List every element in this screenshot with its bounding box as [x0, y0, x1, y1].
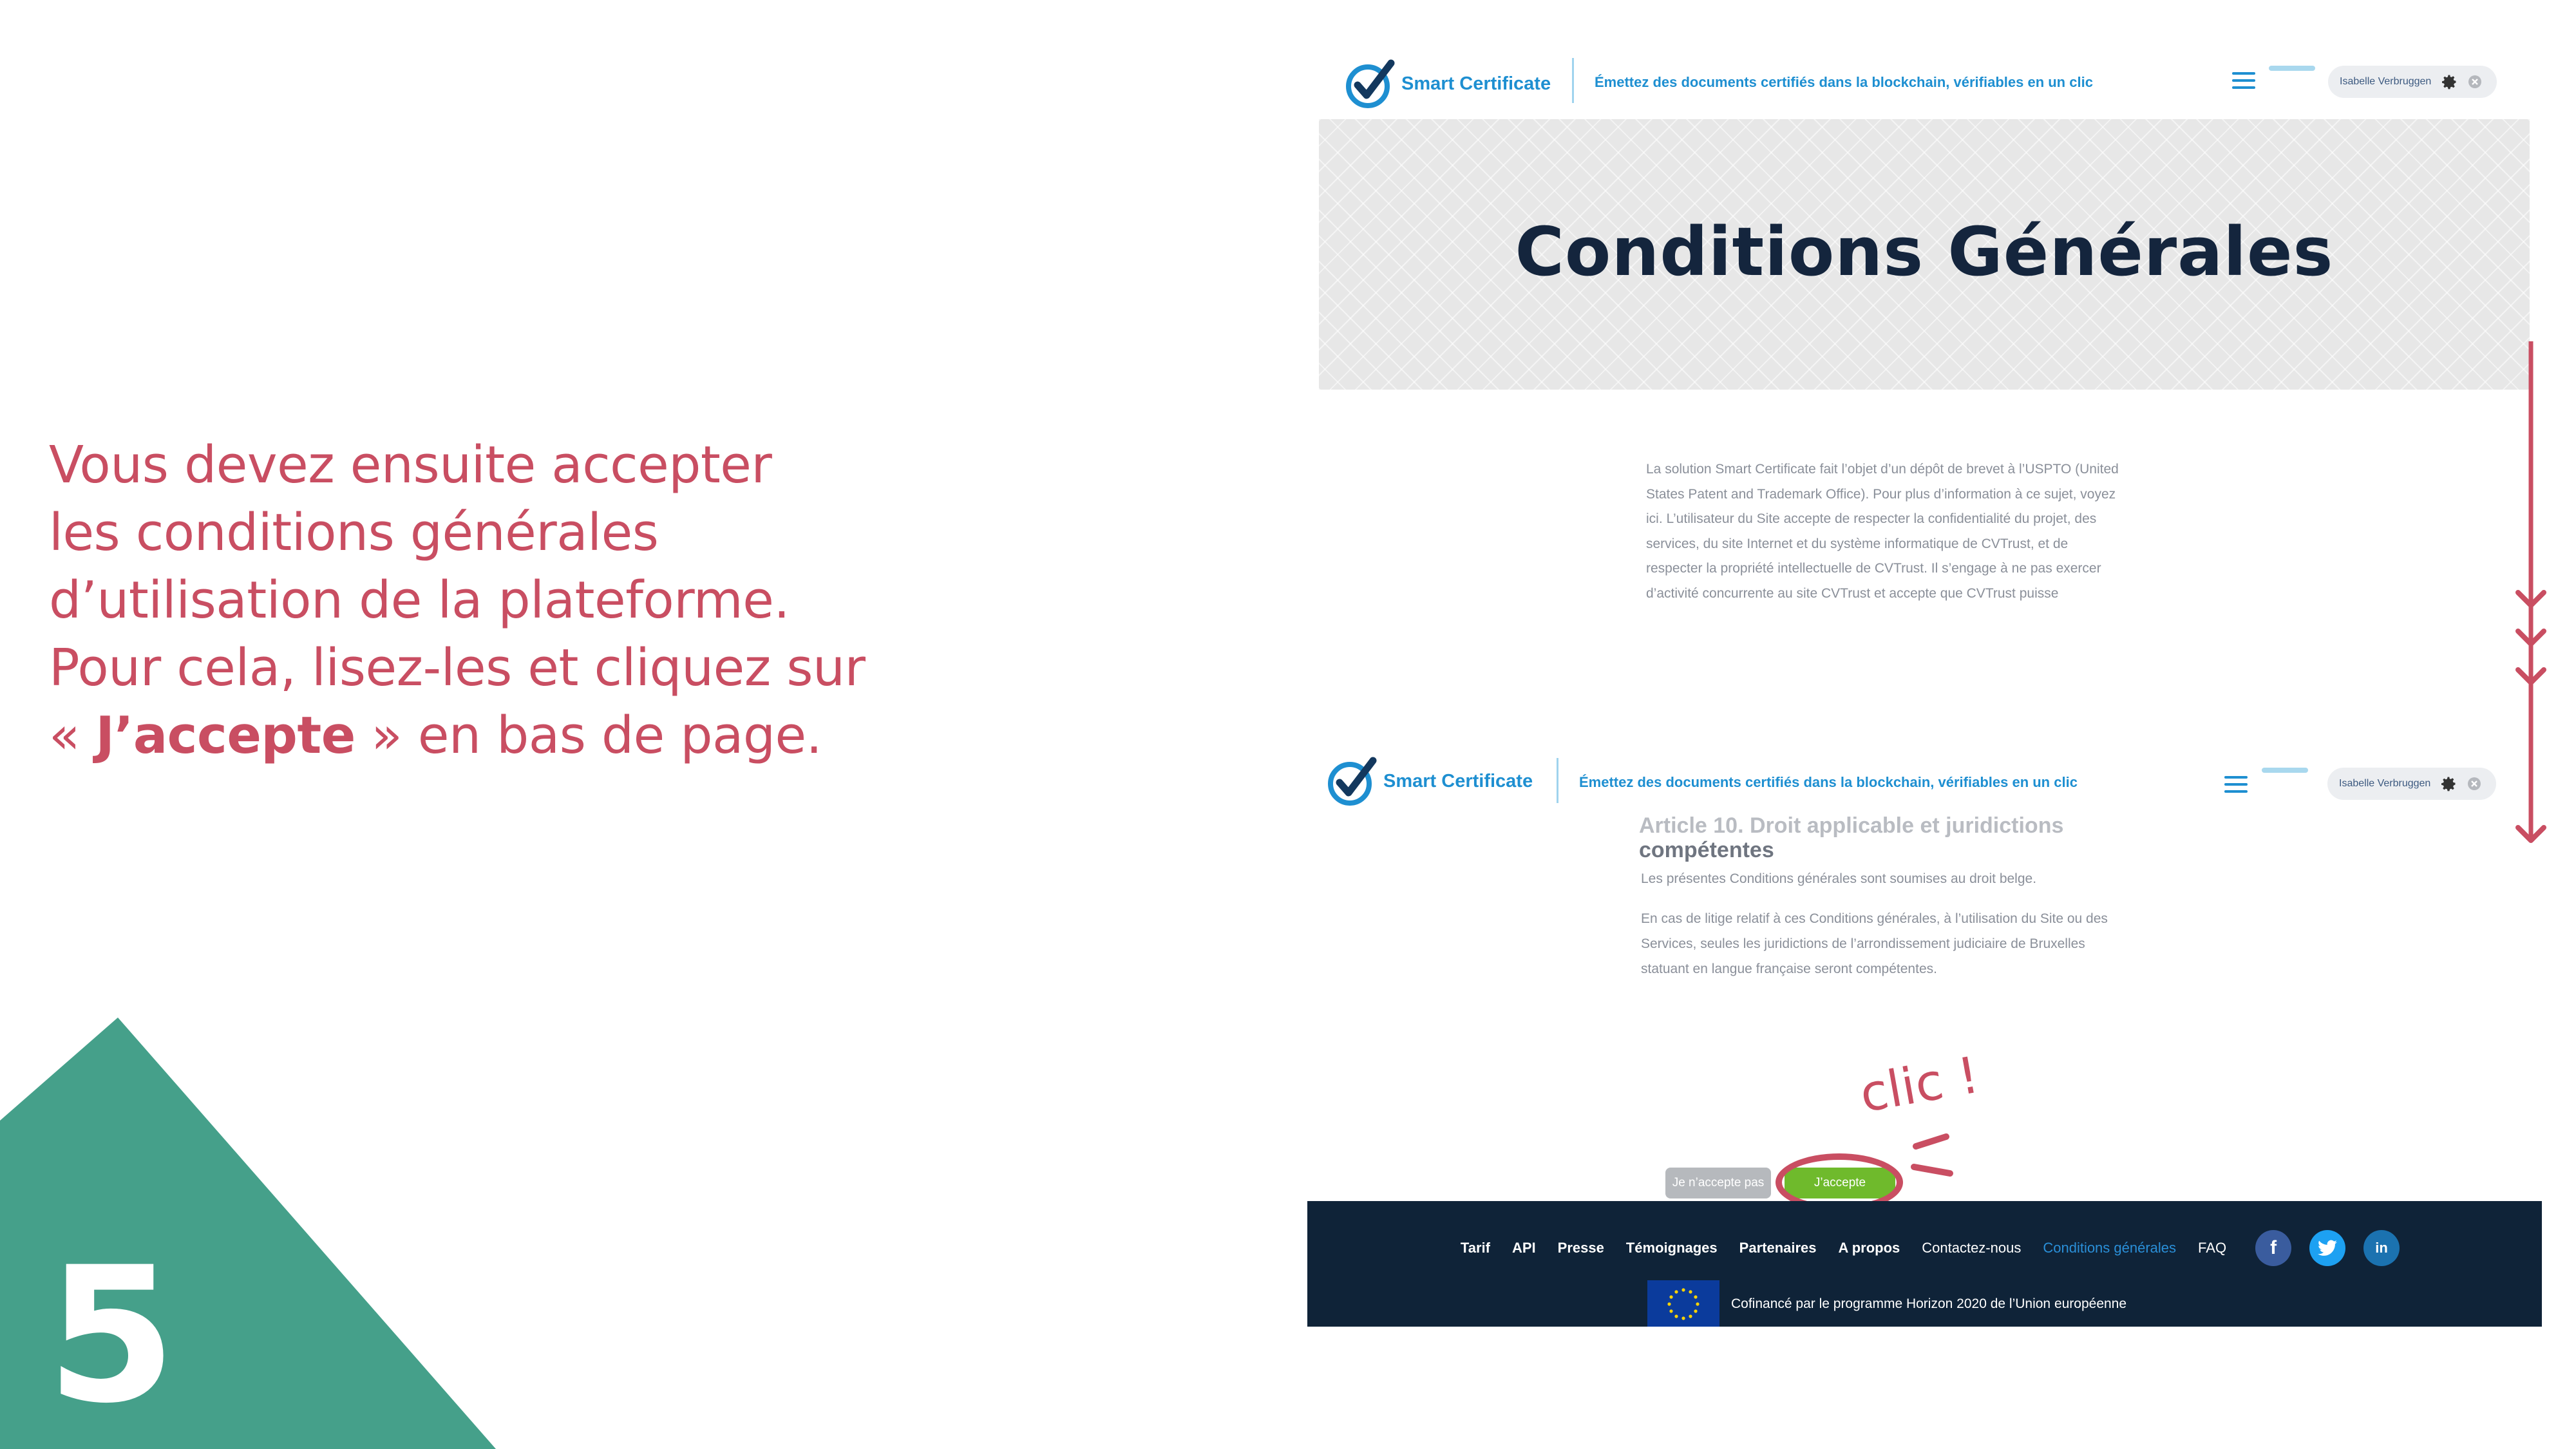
app-header: [1307, 750, 2542, 810]
footer-link-contact[interactable]: Contactez-nous: [1922, 1240, 2022, 1256]
quote-open: «: [49, 706, 96, 765]
footer-link-presse[interactable]: Presse: [1557, 1240, 1604, 1256]
page-title: Conditions Générales: [1515, 213, 2334, 291]
user-name: Isabelle Verbruggen: [2340, 76, 2432, 87]
brand-name: Smart Certificate: [1401, 73, 1551, 94]
accept-keyword: J’accepte: [95, 706, 355, 765]
terms-paragraph: Les présentes Conditions générales sont soumises au droit belge.: [1641, 871, 2037, 886]
quote-close-rest: » en bas de page.: [355, 706, 822, 765]
eu-funding-text: Cofinancé par le programme Horizon 2020 de l’Union européenne: [1731, 1296, 2127, 1311]
checkmark-logo-icon: [1327, 755, 1378, 807]
terms-line: statuant en langue française seront compétentes.: [1641, 961, 1937, 976]
twitter-icon[interactable]: [2309, 1230, 2345, 1266]
brand-logo[interactable]: [1345, 58, 1551, 109]
checkmark-logo-icon: [1345, 58, 1396, 109]
header-divider: [1572, 58, 1574, 103]
brand-name: Smart Certificate: [1383, 770, 1533, 791]
footer-link-faq[interactable]: FAQ: [2198, 1240, 2227, 1256]
terms-line: States Patent and Trademark Office). Pour plus d’information à ce sujet, voyez: [1646, 486, 2116, 502]
terms-line: d’activité concurrente au site CVTrust et accepte que CVTrust puisse: [1646, 585, 2059, 601]
header-divider: [1557, 758, 1558, 803]
instruction-line: les conditions générales: [49, 503, 659, 562]
screenshot-terms-top: [1319, 45, 2530, 605]
article-title: [1639, 813, 2193, 862]
instruction-line: Pour cela, lisez-les et cliquez sur: [49, 638, 866, 697]
decline-button[interactable]: Je n’accepte pas: [1665, 1168, 1771, 1198]
linkedin-icon[interactable]: in: [2363, 1230, 2400, 1266]
article-title-partial: Article 10. Droit applicable et juridictions: [1639, 813, 2064, 838]
site-footer: [1307, 1201, 2542, 1327]
footer-link-temoignages[interactable]: Témoignages: [1625, 1240, 1718, 1256]
accept-button[interactable]: J’accepte: [1785, 1168, 1895, 1198]
hamburger-menu-icon[interactable]: [2224, 776, 2248, 794]
instruction-text: [49, 431, 951, 770]
footer-link-tarif[interactable]: Tarif: [1460, 1240, 1490, 1256]
footer-link-conditions[interactable]: Conditions générales: [2043, 1240, 2177, 1256]
notification-bar: [2262, 768, 2308, 773]
footer-link-a-propos[interactable]: A propos: [1838, 1240, 1900, 1256]
terms-line: services, du site Internet et du système informatique de CVTrust, et de: [1646, 536, 2069, 551]
page-banner: [1319, 119, 2530, 390]
user-name: Isabelle Verbruggen: [2339, 778, 2431, 789]
tagline: Émettez des documents certifiés dans la blockchain, vérifiables en un clic: [1595, 74, 2093, 90]
gear-icon[interactable]: [2439, 775, 2458, 793]
hamburger-menu-icon[interactable]: [2232, 72, 2255, 90]
app-header: [1319, 45, 2530, 116]
close-icon[interactable]: [2467, 74, 2483, 90]
instruction-line: [49, 702, 951, 770]
facebook-icon[interactable]: f: [2255, 1230, 2291, 1266]
notification-bar: [2269, 66, 2315, 71]
terms-line: Services, seules les juridictions de l’arrondissement judiciaire de Bruxelles: [1641, 936, 2085, 951]
footer-nav: [1307, 1230, 2542, 1266]
terms-line: En cas de litige relatif à ces Conditions générales, à l’utilisation du Site ou des: [1641, 911, 2108, 926]
click-burst-icon: [1900, 1127, 1971, 1198]
terms-line: La solution Smart Certificate fait l’objet d’un dépôt de brevet à l’USPTO (United: [1646, 462, 2119, 477]
terms-paragraph: [1641, 906, 2195, 981]
article-title-line: compétentes: [1639, 838, 1774, 862]
footer-link-api[interactable]: API: [1511, 1240, 1536, 1256]
user-menu[interactable]: [2327, 768, 2496, 800]
terms-line: respecter la propriété intellectuelle de CVTrust. Il s’engage à ne pas exercer: [1646, 561, 2101, 576]
instruction-line: Vous devez ensuite accepter: [49, 435, 772, 495]
eu-flag-icon: [1647, 1280, 1719, 1327]
brand-logo[interactable]: [1327, 755, 1533, 807]
close-icon[interactable]: [2467, 776, 2482, 791]
user-menu[interactable]: [2328, 66, 2497, 98]
terms-line: ici. L’utilisateur du Site accepte de respecter la confidentialité du projet, des: [1646, 511, 2097, 526]
step-number: 5: [46, 1227, 176, 1444]
footer-link-partenaires[interactable]: Partenaires: [1739, 1240, 1817, 1256]
instruction-line: d’utilisation de la plateforme.: [49, 571, 790, 630]
gear-icon[interactable]: [2440, 73, 2458, 91]
screenshot-terms-bottom: [1307, 750, 2542, 1327]
tagline: Émettez des documents certifiés dans la blockchain, vérifiables en un clic: [1579, 774, 2078, 790]
scroll-down-arrow-icon: [2515, 341, 2547, 847]
clic-annotation: clic !: [1855, 1046, 1984, 1124]
terms-intro: [1646, 457, 2213, 605]
